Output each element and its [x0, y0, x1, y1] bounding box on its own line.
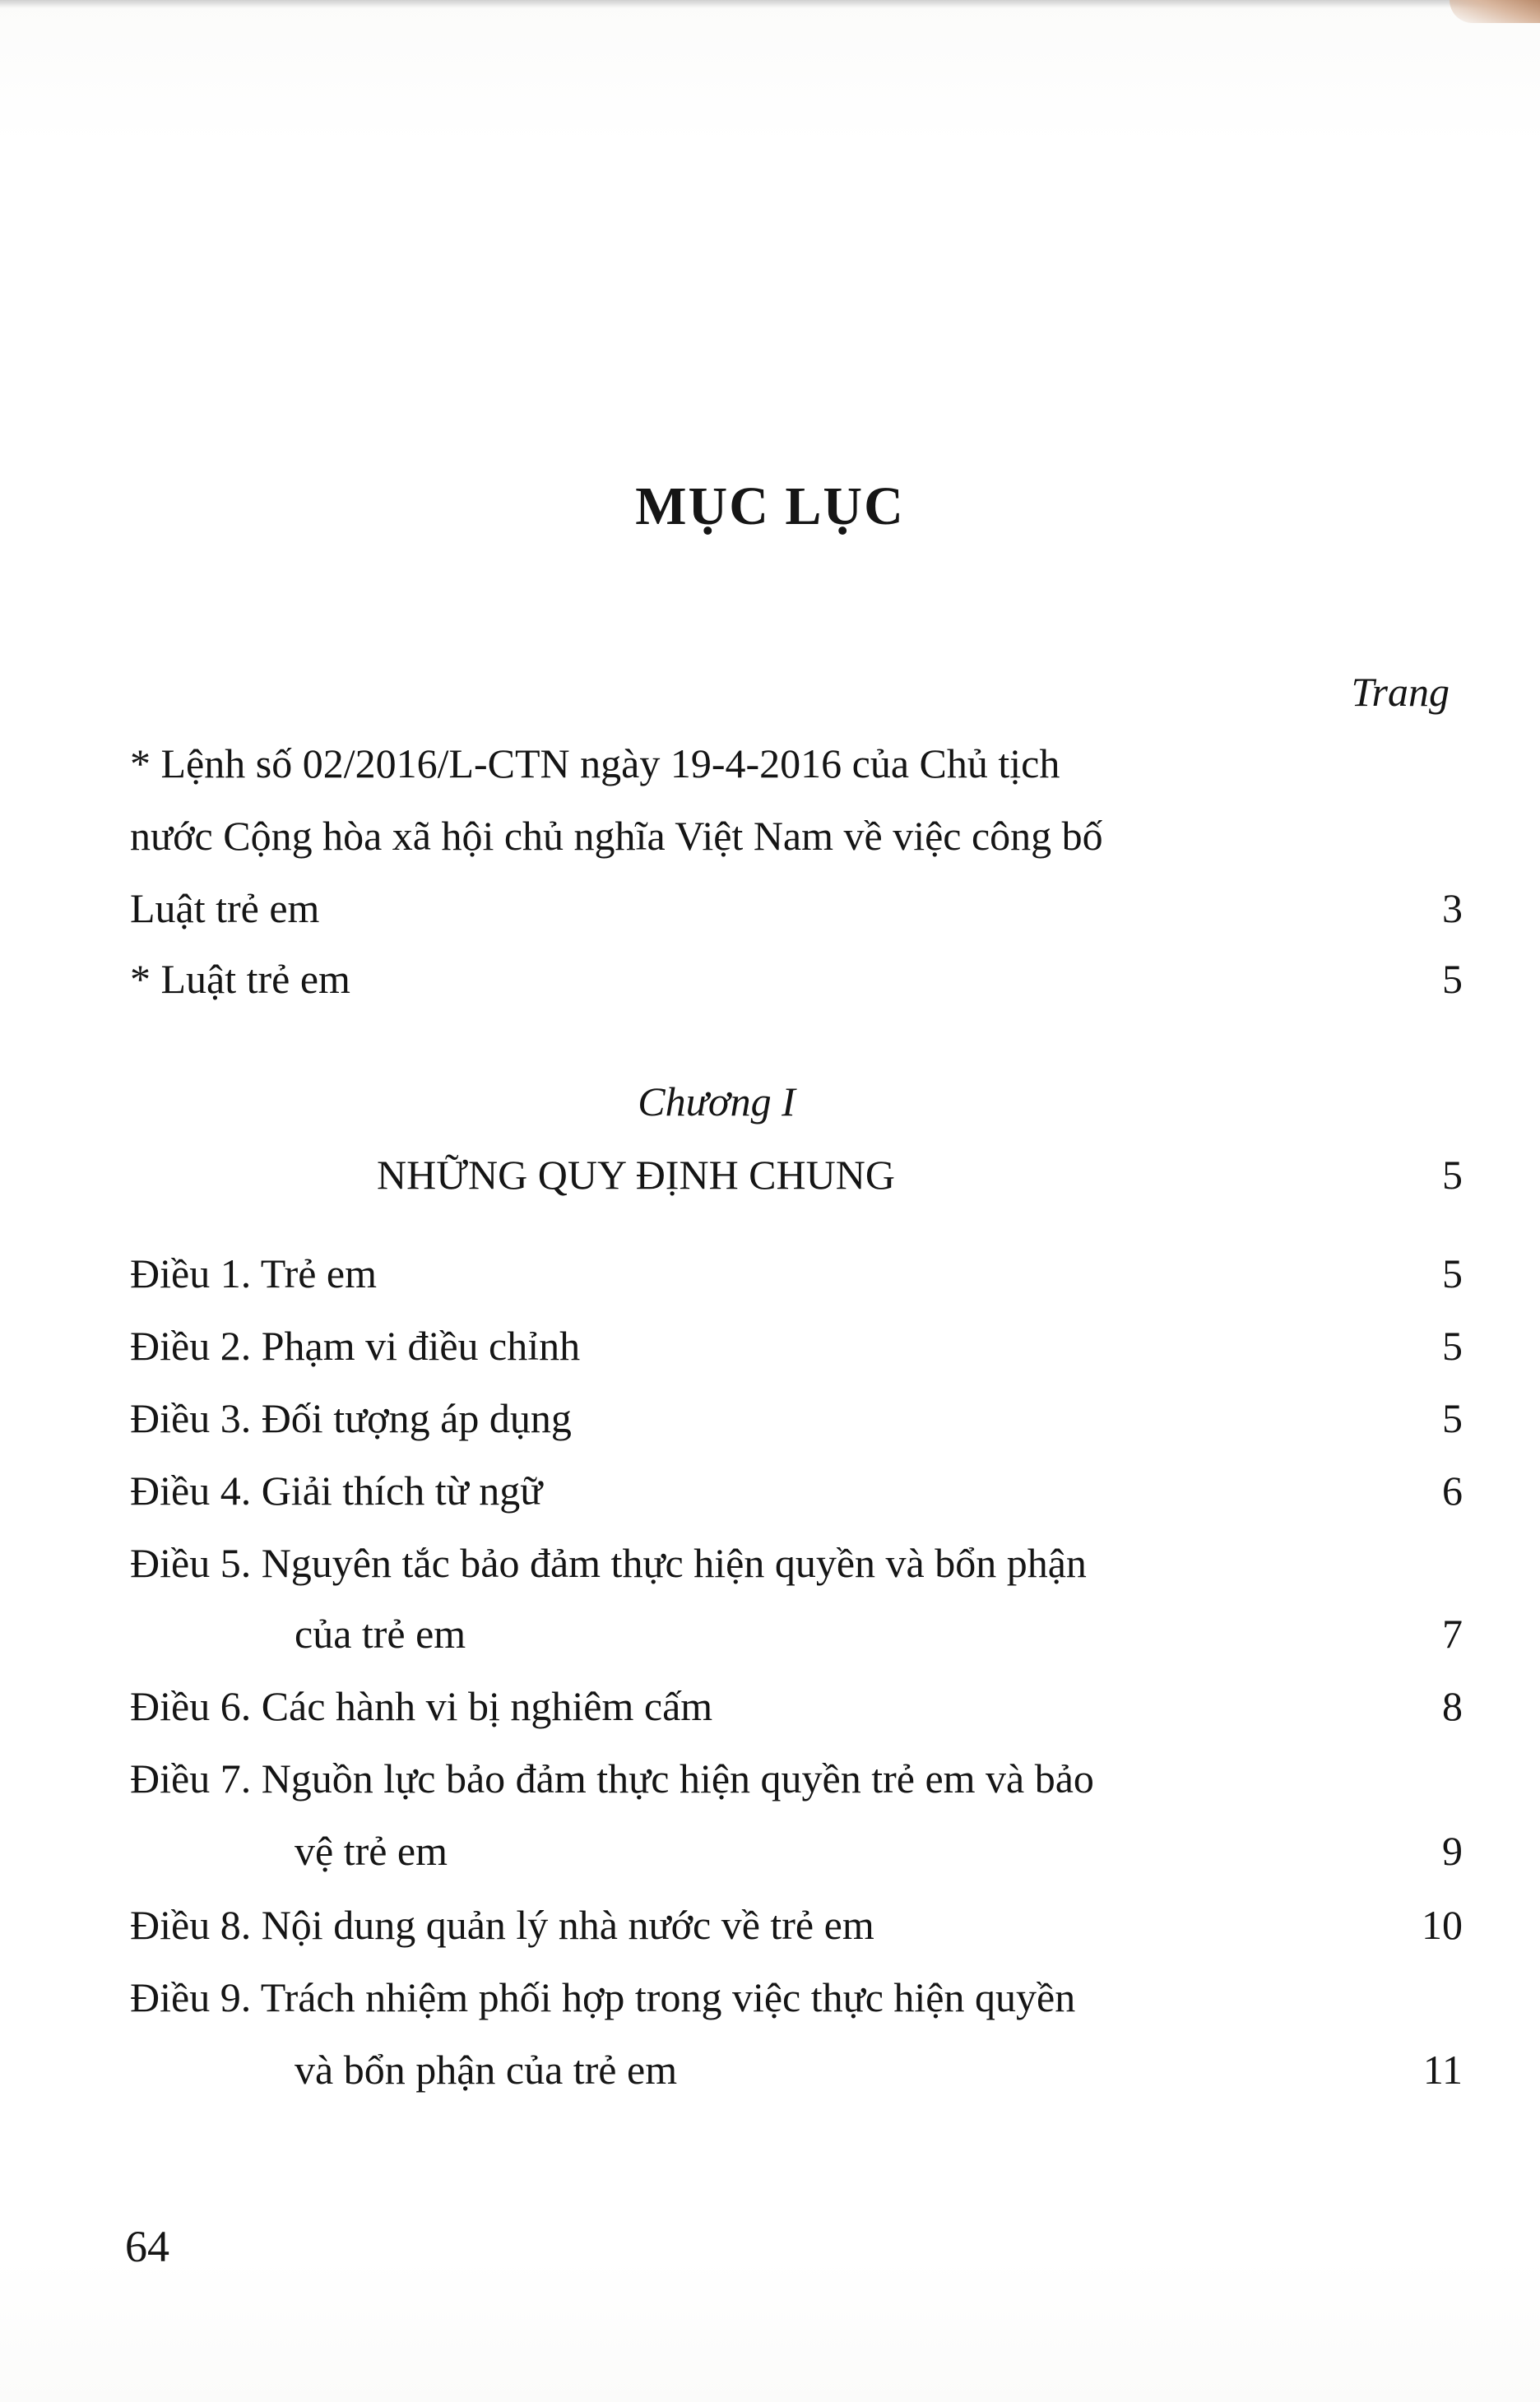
toc-article-text: của trẻ em: [295, 1611, 466, 1657]
toc-article: [130, 1538, 1463, 1588]
toc-article-continuation: [295, 1826, 1463, 1876]
toc-article-text: Điều 8. Nội dung quản lý nhà nước về trẻ em: [130, 1902, 874, 1948]
toc-entry-text: Luật trẻ em: [130, 885, 320, 931]
toc-article-page: 6: [1442, 1468, 1463, 1514]
toc-entry-line: [130, 811, 1463, 860]
toc-entry-text: nước Cộng hòa xã hội chủ nghĩa Việt Nam về việc công bố: [130, 813, 1103, 859]
toc-article-text: Điều 9. Trách nhiệm phối hợp trong việc thực hiện quyền: [130, 1974, 1076, 2020]
chapter-title-row: [130, 1150, 1463, 1199]
toc-article: [130, 1321, 1463, 1370]
chapter-page: 5: [1442, 1152, 1463, 1198]
toc-article-page: 9: [1442, 1828, 1463, 1874]
toc-article: [130, 1754, 1463, 1803]
page-title: MỤC LỤC: [635, 476, 905, 536]
toc-article-page: 10: [1422, 1902, 1463, 1948]
toc-entry-text: * Lệnh số 02/2016/L-CTN ngày 19-4-2016 của Chủ tịch: [130, 740, 1060, 786]
chapter-label: Chương I: [638, 1078, 796, 1124]
toc-article: [130, 1249, 1463, 1298]
toc-entry-line: [130, 954, 1463, 1004]
page-top-edge: [0, 0, 1540, 8]
toc-article-text: Điều 3. Đối tượng áp dụng: [130, 1395, 572, 1441]
toc-article-text: và bổn phận của trẻ em: [295, 2047, 678, 2093]
toc-entry-page: 3: [1442, 885, 1463, 931]
toc-article-text: Điều 7. Nguồn lực bảo đảm thực hiện quyền trẻ em và bảo: [130, 1755, 1094, 1802]
toc-article: [130, 1973, 1463, 2022]
toc-article-page: 8: [1442, 1683, 1463, 1729]
page-number: 64: [125, 2222, 169, 2271]
toc-entry-page: 5: [1442, 956, 1463, 1002]
toc-article-page: 5: [1442, 1395, 1463, 1441]
toc-article-page: 5: [1442, 1250, 1463, 1296]
toc-article-page: 5: [1442, 1323, 1463, 1369]
toc-article: [130, 1900, 1463, 1950]
toc-article-text: vệ trẻ em: [295, 1828, 448, 1874]
toc-article: [130, 1466, 1463, 1515]
toc-article-text: Điều 6. Các hành vi bị nghiêm cấm: [130, 1683, 713, 1729]
toc-article-text: Điều 1. Trẻ em: [130, 1250, 377, 1296]
toc-article-text: Điều 5. Nguyên tắc bảo đảm thực hiện quyền và bổn phận: [130, 1540, 1087, 1586]
chapter-title: NHỮNG QUY ĐỊNH CHUNG: [377, 1152, 895, 1198]
toc-article-text: Điều 2. Phạm vi điều chỉnh: [130, 1323, 581, 1369]
toc-article-continuation: [295, 1609, 1463, 1658]
toc-article-text: Điều 4. Giải thích từ ngữ: [130, 1468, 543, 1514]
toc-article-page: 7: [1442, 1611, 1463, 1657]
toc-article-page: 11: [1422, 2047, 1463, 2093]
toc-entry-text: * Luật trẻ em: [130, 956, 350, 1002]
page-column-header: Trang: [1351, 669, 1450, 715]
toc-article-continuation: [295, 2045, 1463, 2094]
toc-entry-line: [130, 739, 1463, 788]
toc-entry-line: [130, 883, 1463, 933]
toc-article: [130, 1681, 1463, 1731]
toc-article: [130, 1393, 1463, 1443]
page-corner-mark: [1450, 0, 1540, 23]
